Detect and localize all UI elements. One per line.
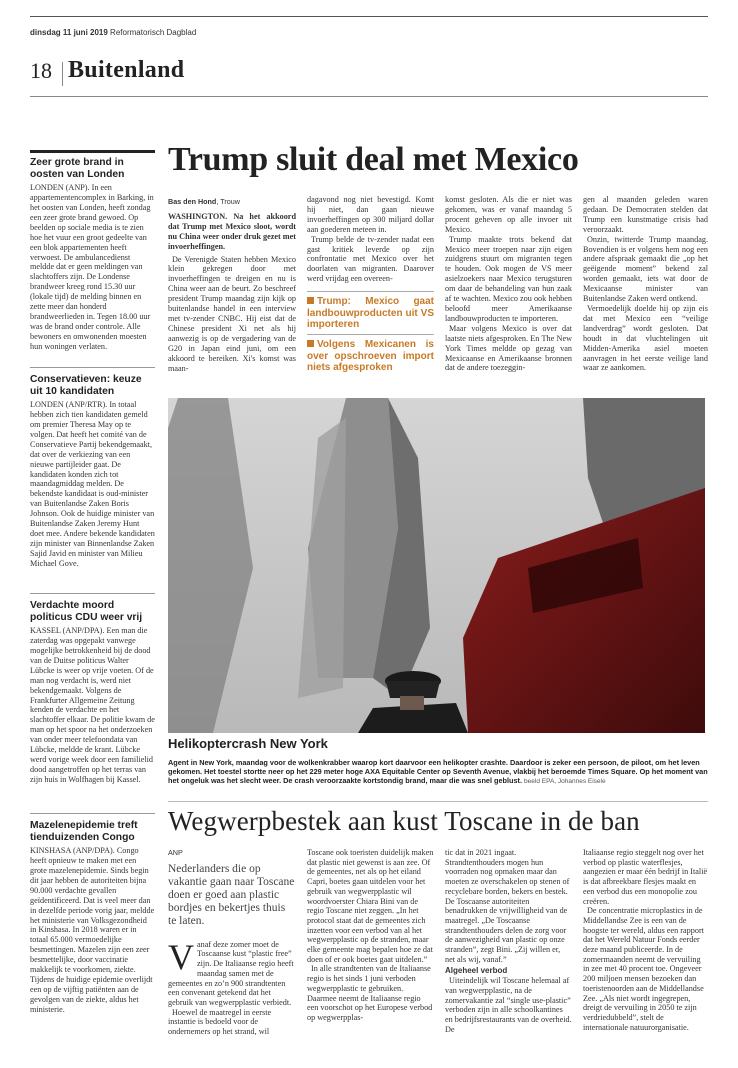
top-rule <box>30 16 708 17</box>
article-column <box>307 195 434 378</box>
article-paragraph: Onzin, twitterde Trump maandag. Bovendien is er volgens hem nog een andere afspraak gemaakt die „op het geëigende moment” bekend zal worden gemaakt, iets wat door de Mexicaanse minister van Buitenlandse Zaken werd ontkend. <box>583 234 708 304</box>
byline: Bas den Hond, Trouw <box>168 197 240 206</box>
news-photo <box>168 398 705 733</box>
article-paragraph: Uiteindelijk wil Toscane helemaal af van wegwerpplastic, na de zomervakantie zal “single use-plastic” verboden zijn in alle schoolkantines en bedrijfsrestaurants van de overheid. De <box>445 976 572 1034</box>
article-paragraph: Toscane ook toeristen duidelijk maken dat plastic niet gewenst is aan zee. Of de gemeentes, net als op het eiland Capri, boetes gaan uitdelen voor het gebruik van wegwerpplastic wil woordvoerster Chiara Bini van de regio Toscane niet zeggen. „In het protocol staat dat de gemeentes zich inzetten voor een verbod van al het wegwerpplastic op de stranden, maar elke gemeente mag bepalen hoe ze dat doen of er ook boetes gaat uitdelen.” <box>307 848 434 964</box>
article-lead: Nederlanders die op vakantie gaan naar Toscane doen er goed aan plastic bordjes en bekertjes thuis te laten. <box>168 862 295 927</box>
article-column <box>445 195 572 373</box>
teaser-rule <box>307 334 434 335</box>
drop-cap: V <box>168 936 194 977</box>
article-column <box>583 195 708 373</box>
section-title: Buitenland <box>68 57 185 83</box>
sidebar-item <box>30 157 155 352</box>
sidebar-top-rule <box>30 150 155 153</box>
teaser-bullet-icon <box>307 297 314 304</box>
article-paragraph: dagavond nog niet bevestigd. Komt hij niet, dan gaan nieuwe invoerheffingen op 300 miljard dollar aan goederen meteen in. <box>307 195 434 234</box>
article-headline: Wegwerpbestek aan kust Toscane in de ban <box>168 806 640 836</box>
article-column <box>168 197 296 373</box>
sidebar-item-body: LONDEN (ANP). In een appartementencomplex in Barking, in het oosten van Londen, heeft zondag een zeer grote brand gewoed. Op beelden op sociale media is te zien hoe het vuur een groot gedeelte van een blok appartementen heeft verwoest. De ambulancedienst meldde dat er geen meldingen van slachtoffers zijn. De Londense brandweer kreeg rond 15.30 uur (lokale tijd) de melding binnen en zette meer dan honderd brandweerlieden in. Tegen 18.00 uur was de brand onder controle. Alle bewoners en omwonenden moesten hun woningen verlaten. <box>30 183 154 351</box>
sidebar-divider <box>30 367 155 368</box>
sidebar-item-title: Verdachte moord politicus CDU weer vrij <box>30 600 143 623</box>
article-column: ANP Nederlanders die op vakantie gaan naar Toscane doen er goed aan plastic bordjes en bekertjes thuis te laten. Vanaf deze zomer moet de Toscaanse kust “plastic free” zijn. De Italiaanse regio heeft maandag samen met de gemeentes en zo’n 900 strandtenten een convenant getekend dat het gebruik van wegwerpplastic verbiedt. Hoewel de maatregel in eerste instantie is bedoeld voor de ondernemers op het strand, wil <box>168 848 295 1037</box>
article-paragraph: Trump belde de tv-zender nadat een gast kritiek leverde op zijn confrontatie met Mexico over het doorlaten van migranten. Daarover werd vrijdag een overeen- <box>307 234 434 284</box>
page-dateline: dinsdag 11 juni 2019 Reformatorisch Dagblad <box>30 28 197 37</box>
article-paragraph: In alle strandtenten van de Italiaanse regio is het sinds 1 juni verboden wegwerpplastic te gebruiken. Daarmee neemt de Italiaanse regio een voorschot op het Europese verbod op wegwerpplas- <box>307 964 433 1022</box>
article-lede: WASHINGTON. Na het akkoord dat Trump met Mexico sloot, wordt nu China weer onder druk gezet met invoerheffingen. <box>168 211 296 251</box>
article-paragraph: Trump maakte trots bekend dat Mexico meer troepen naar zijn eigen zuidgrens stuurt om migranten tegen te houden. Ook mogen de VS meer asielzoekers naar Mexico terugsturen om daar de behandeling van hun zaak af te wachten. Mexico zou ook hebben beloofd meer Amerikaanse landbouwproducten te importeren. <box>445 234 572 323</box>
sidebar-divider <box>30 593 155 594</box>
teaser: Trump: Mexico gaat landbouwproducten uit VS importeren <box>307 296 434 330</box>
article-paragraph: Vermoedelijk doelde hij op zijn eis dat met Mexico een “veilige landverdrag” wordt gesloten. Dat houdt in dat vluchtelingen uit Midden-Amerika asiel moeten aanvragen in het eerste veilige land waar ze aankomen. <box>583 303 708 373</box>
article-paragraph: Italiaanse regio steggelt nog over het verbod op plastic waterflesjes, aangezien er maar één bedrijf in Italië is dat afbreekbare flesjes maakt en een verbod dus een monopolie zou creëren. <box>583 848 708 906</box>
teaser-bullet-icon <box>307 340 314 347</box>
sidebar-item-title: Zeer grote brand in oosten van Londen <box>30 157 125 180</box>
sidebar-item <box>30 600 155 785</box>
byline: ANP <box>168 848 183 857</box>
article-headline: Trump sluit deal met Mexico <box>168 141 579 178</box>
sidebar-item <box>30 820 155 1015</box>
sidebar-divider <box>30 813 155 814</box>
article-paragraph: komst gesloten. Als die er niet was gekomen, was er vanaf maandag 5 procent geheven op alle invoer uit Mexico. <box>445 195 572 234</box>
sidebar-item-title: Conservatieven: keuze uit 10 kandidaten <box>30 374 142 397</box>
article-paragraph: De Verenigde Staten hebben Mexico klein gekregen door met invoerheffingen te dreigen en nu is China weer aan de beurt. Zo beschreef president Trump maandag zijn kijk op buitenlandse handel in een interview met tv-zender CNBC. Hij eist dat de Chinese president Xi net als hij aanwezig is op de vergadering van de G20 in Japan eind juni, om een akkoord te bereiken. Xi's komst was maan- <box>168 254 296 373</box>
article-paragraph: Maar volgens Mexico is over dat laatste niets afgesproken. En The New York Times meldde op gezag van Mexicaanse en Amerikaanse bronnen dat de andere toezeggin- <box>445 323 572 373</box>
sidebar-item-body: KASSEL (ANP/DPA). Een man die zaterdag was opgepakt vanwege mogelijke betrokkenheid bij de dood van de Duitse politicus Walter Lübcke is weer op vrije voeten. Of de man nog verdacht is, werd niet bekendgemaakt. Volgens de Frankfurter Allgemeine Zeitung kenden de verdachte en het slachtoffer elkaar. De politie kwam de man op het spoor na het onderzoeken van onder meer telefoondata van Lübcke, meldde de krant. Lübcke werd vorige week door een familielid dood aangetroffen op het terras van zijn huis in Wolfhagen bij Kassel. <box>30 626 155 784</box>
article-column <box>583 848 708 1032</box>
page-number-divider <box>62 62 63 86</box>
page-number: 18 <box>30 58 52 83</box>
sidebar-item-body: LONDEN (ANP/RTR). In totaal hebben zich tien kandidaten gemeld om premier Theresa May op te volgen. Dat heeft het comité van de Conservatieve Partij bekendgemaakt, dat over de verkiezing van een nieuwe partijleider gaat. De kandidaten konden zich tot maandagmiddag melden. De bekendste kandidaat is oud-minister van Buitenlandse Zaken Boris Johnson. Ook de huidige minister van Buitenlandse Zaken Jeremy Hunt doet mee. Andere bekende kandidaten zijn minister van Binnenlandse Zaken Sajid Javid en minister van Milieu Michael Gove. <box>30 400 155 568</box>
photo-title: Helikoptercrash New York <box>168 736 328 751</box>
teaser: Volgens Mexicanen is over opschroeven import niets afgesproken <box>307 339 434 374</box>
sidebar-item-body: KINSHASA (ANP/DPA). Congo heeft opnieuw te maken met een grote mazelenepidemie. Sinds begin dit jaar hebben de autoriteiten bijna 90.000 verdachte gevallen geïdentificeerd. Dat is veel meer dan in dezelfde periode vorig jaar, meldde het ministerie van Volksgezondheid in Kinshasa. In 2018 waren er in totaal 65.000 vermoedelijke besmettingen. Mazelen zijn een zeer besmettelijke, door vaccinatie makkelijk te voorkomen, ziekte. Tijdens de huidige epidemie overlijdt een op de vijftig patiënten aan de gevolgen van de ziekte, aldus het ministerie. <box>30 846 155 1014</box>
sidebar-item-title: Mazelenepidemie treft tienduizenden Congo <box>30 820 138 843</box>
article-subheading: Algeheel verbod <box>445 966 508 976</box>
header-rule <box>30 96 708 97</box>
sidebar-item <box>30 374 155 569</box>
article-column <box>307 848 434 1023</box>
article-paragraph: Hoewel de maatregel in eerste instantie is bedoeld voor de ondernemers op het strand, wil <box>168 1007 272 1037</box>
section-rule <box>168 801 708 802</box>
teaser-rule <box>307 291 434 292</box>
article-paragraph: tic dat in 2021 ingaat. Strandtenthouders mogen hun voorraden nog opmaken maar dan moeten ze overschakelen op stenen of recyclebare borden, bekers en bestek. De Toscaanse autoriteiten benadrukken de vrijwilligheid van de maatregel. „De Toscaanse strandtenthouders delen de zorg voor de aanwezigheid van plastic op onze stranden”, zegt Bini. „Zij willen er, net als wij, vanaf.” <box>445 848 570 964</box>
photo-caption: Agent in New York, maandag voor de wolkenkrabber waarop kort daarvoor een helikopter crashte. Daardoor is zeker een persoon, de piloot, om het leven gekomen. Het toestel stortte neer op het 229 meter hoge AXA Equitable Center op Seventh Avenue, vlakbij het beroemde Times Square. Op het moment van het ongeluk was het slecht weer. De crash veroorzaakte kortstondig brand, maar die was snel geblust. beeld EPA, Johannes Eisele <box>168 758 708 786</box>
article-column <box>445 848 572 1034</box>
photo-credit: beeld EPA, Johannes Eisele <box>524 778 606 786</box>
article-paragraph: gen al maanden geleden waren gedaan. De Democraten stelden dat Trump een kunstmatige crisis had veroorzaakt. <box>583 195 708 234</box>
article-paragraph: De concentratie microplastics in de Middellandse Zee is een van de hoogste ter wereld, aldus een rapport dat het Wereld Natuur Fonds eerder deze maand publiceerde. In de zomermaanden neemt de vervuiling in zee met 40 procent toe. Ongeveer 200 miljoen mensen bezoeken dan toeristenoorden aan de Middellandse Zee. „Als niet wordt ingegrepen, dreigt de vervuiling in 2050 te zijn verdriedubbeld”, stelt de internationale natuurorganisatie. <box>583 906 704 1032</box>
